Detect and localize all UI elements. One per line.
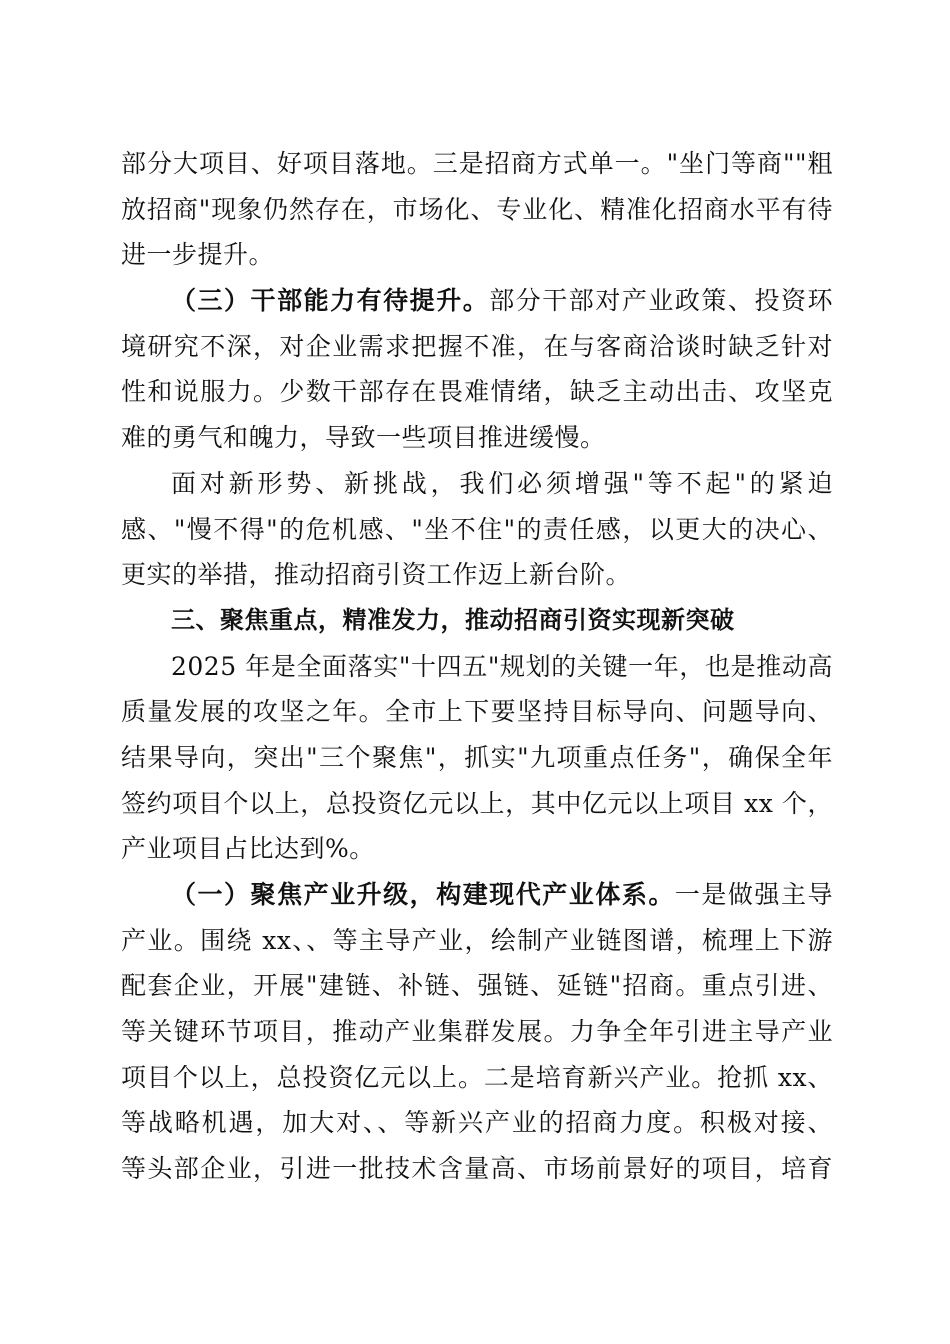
text-line: 质量发展的攻坚之年。全市上下要坚持目标导向、问题导向、 [121, 697, 833, 727]
text-line [121, 278, 833, 324]
text-line: 签约项目个以上，总投资亿元以上，其中亿元以上项目 xx 个， [121, 788, 833, 818]
text-line: 2025 年是全面落实"十四五"规划的关键一年，也是推动高 [171, 651, 833, 681]
text-line: 产业项目占比达到%。 [121, 834, 375, 864]
text-line: 结果导向，突出"三个聚焦"，抓实"九项重点任务"，确保全年 [121, 742, 833, 772]
text-span: 部分干部对产业政策、投资环 [489, 286, 833, 316]
text-line: 感、"慢不得"的危机感、"坐不住"的责任感，以更大的决心、 [121, 514, 833, 544]
subsection-title: （一）聚焦产业升级，构建现代产业体系。 [171, 880, 675, 909]
text-line: 性和说服力。少数干部存在畏难情绪，缺乏主动出击、攻坚克 [121, 377, 833, 407]
text-span: 一是做强主导 [674, 880, 833, 909]
text-line: 等战略机遇，加大对、、等新兴产业的招商力度。积极对接、 [121, 1108, 833, 1138]
text-line: 部分大项目、好项目落地。三是招商方式单一。"坐门等商""粗 [121, 149, 833, 178]
text-line: 放招商"现象仍然存在，市场化、专业化、精准化招商水平有待 [121, 194, 833, 224]
text-line: 更实的举措，推动招商引资工作迈上新台阶。 [121, 560, 632, 590]
text-line: 进一步提升。 [121, 240, 275, 270]
document-page [121, 141, 833, 1192]
text-line: 产业。围绕 xx、、等主导产业，绘制产业链图谱，梳理上下游 [121, 925, 833, 955]
text-line: 配套企业，开展"建链、补链、强链、延链"招商。重点引进、 [121, 971, 833, 1001]
text-line: 等头部企业，引进一批技术含量高、市场前景好的项目，培育 [121, 1154, 833, 1184]
text-line: 境研究不深，对企业需求把握不准，在与客商洽谈时缺乏针对 [121, 331, 833, 361]
text-line: 面对新形势、新挑战，我们必须增强"等不起"的紧迫 [171, 468, 833, 498]
text-line [121, 872, 833, 918]
subsection-title: （三）干部能力有待提升。 [171, 286, 490, 316]
section-heading: 三、聚焦重点，精准发力，推动招商引资实现新突破 [171, 605, 735, 634]
text-line: 难的勇气和魄力，导致一些项目推进缓慢。 [121, 423, 606, 453]
text-line: 等关键环节项目，推动产业集群发展。力争全年引进主导产业 [121, 1017, 833, 1047]
text-line: 项目个以上，总投资亿元以上。二是培育新兴产业。抢抓 xx、 [121, 1062, 833, 1092]
